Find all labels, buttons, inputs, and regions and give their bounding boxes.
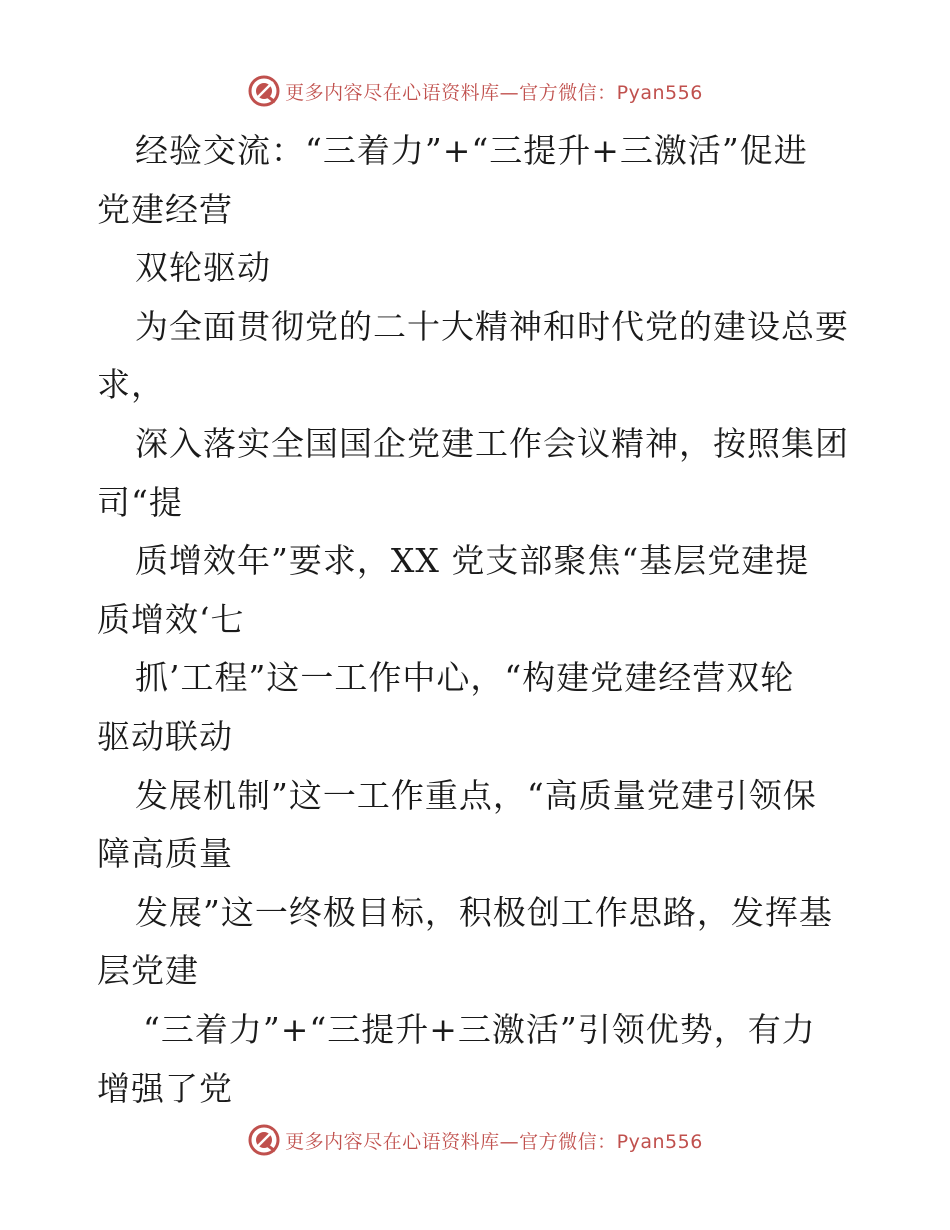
doc-line: 抓’工程”这一工作中心，“构建党建经营双轮 <box>135 658 795 698</box>
doc-line: 增强了党 <box>97 1068 233 1108</box>
doc-line: 发展机制”这一工作重点，“高质量党建引领保 <box>135 775 817 815</box>
doc-line: 为全面贯彻党的二十大精神和时代党的建设总要 <box>135 306 849 346</box>
doc-line: 司“提 <box>97 482 183 522</box>
doc-line: 质增效‘七 <box>97 599 245 639</box>
doc-line: 质增效年”要求，XX 党支部聚焦“基层党建提 <box>135 541 810 581</box>
doc-line: 发展”这一终极目标，积极创工作思路，发挥基 <box>135 892 833 932</box>
doc-line: 经验交流：“三着力”+“三提升+三激活”促进 <box>135 131 808 170</box>
doc-line: “三着力”+“三提升+三激活”引领优势，有力 <box>143 1009 816 1049</box>
doc-line: 求， <box>97 365 165 405</box>
doc-line: 驱动联动 <box>97 716 233 756</box>
doc-line: 深入落实全国国企党建工作会议精神，按照集团 <box>135 423 849 463</box>
footer-watermark-banner <box>0 1120 950 1160</box>
footer-watermark-text: 更多内容尽在心语资料库—官方微信：Pyan556 <box>285 1130 703 1153</box>
red-seal-logo-icon <box>247 74 281 108</box>
document-body <box>97 122 857 1118</box>
doc-line: 层党建 <box>97 951 199 991</box>
header-watermark-banner <box>0 71 950 111</box>
doc-line: 障高质量 <box>97 834 233 874</box>
doc-line: 双轮驱动 <box>135 248 271 288</box>
doc-line: 党建经营 <box>97 189 233 229</box>
red-seal-logo-icon <box>247 1123 281 1157</box>
header-watermark-text: 更多内容尽在心语资料库—官方微信：Pyan556 <box>285 81 703 104</box>
